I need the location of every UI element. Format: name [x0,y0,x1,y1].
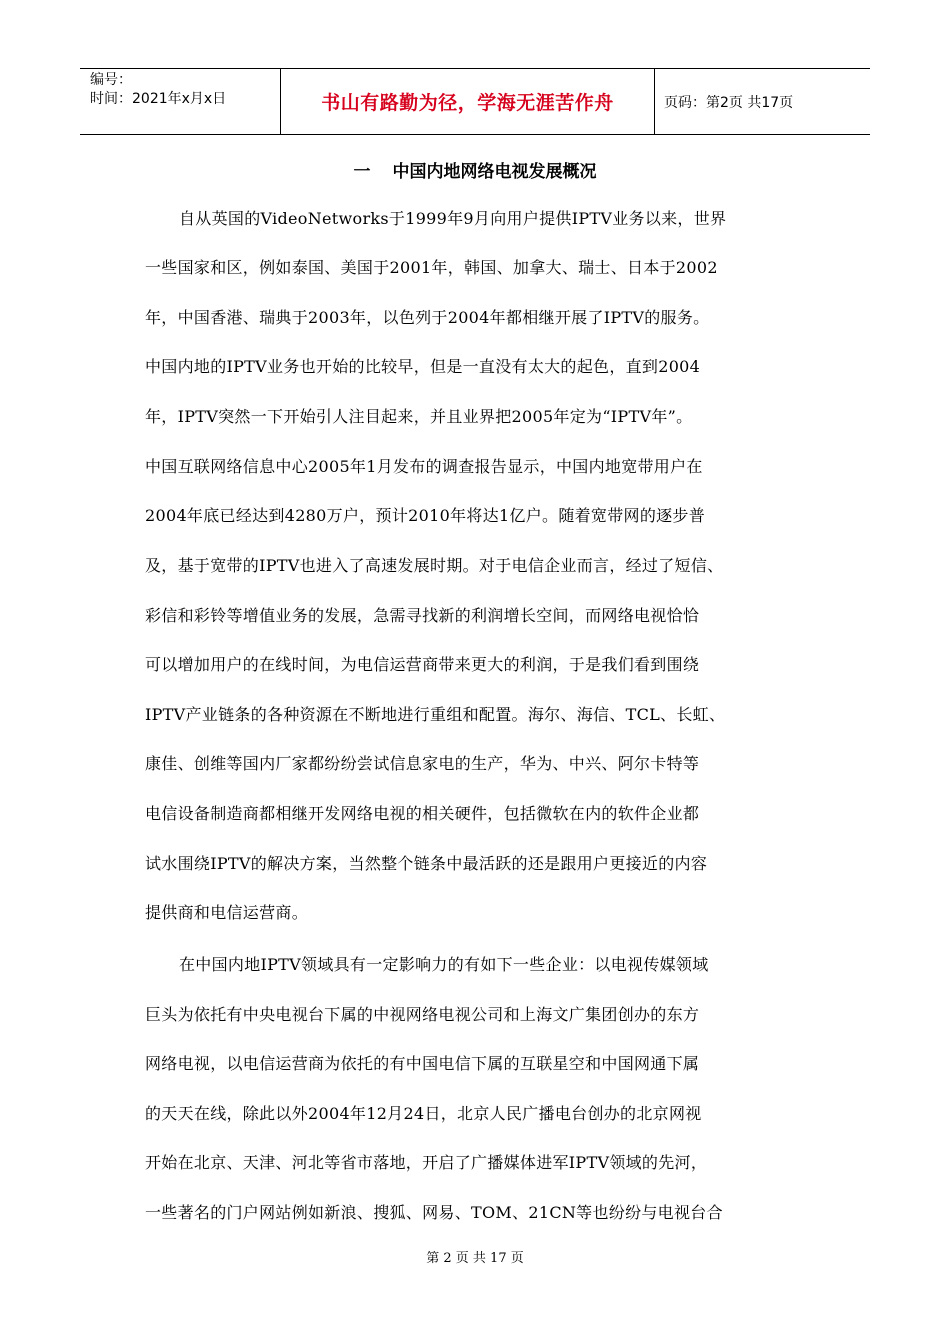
header-page-info: 页码：第2页 共17页 [664,94,794,111]
body-line: 及，基于宽带的IPTV也进入了高速发展时期。对于电信企业而言，经过了短信、 [145,556,724,575]
date-label: 时间：2021年x月x日 [90,91,227,107]
body-line: 巨头为依托有中央电视台下属的中视网络电视公司和上海文广集团创办的东方 [145,1005,700,1024]
body-line: 2004年底已经达到4280万户，预计2010年将达1亿户。随着宽带网的逐步普 [145,506,706,525]
body-line: IPTV产业链条的各种资源在不断地进行重组和配置。海尔、海信、TCL、长虹、 [145,705,726,724]
header-meta [80,69,281,134]
header-motto: 书山有路勤为径，学海无涯苦作舟 [281,69,655,134]
body-line: 康佳、创维等国内厂家都纷纷尝试信息家电的生产，华为、中兴、阿尔卡特等 [145,754,700,773]
body-line: 中国内地的IPTV业务也开始的比较早，但是一直没有太大的起色，直到2004 [145,357,701,376]
body-line: 彩信和彩铃等增值业务的发展，急需寻找新的利润增长空间，而网络电视恰恰 [145,606,700,625]
body-line: 的天天在线，除此以外2004年12月24日，北京人民广播电台创办的北京网视 [145,1104,702,1123]
body-line: 电信设备制造商都相继开发网络电视的相关硬件，包括微软在内的软件企业都 [145,804,700,823]
section-title [0,157,950,182]
body-line: 试水围绕IPTV的解决方案，当然整个链条中最活跃的还是跟用户更接近的内容 [145,854,708,873]
body-line: 一些著名的门户网站例如新浪、搜狐、网易、TOM、21CN等也纷纷与电视台合 [145,1203,723,1222]
body-line: 中国互联网络信息中心2005年1月发布的调查报告显示，中国内地宽带用户在 [145,457,703,476]
body-line: 一些国家和区，例如泰国、美国于2001年，韩国、加拿大、瑞士、日本于2002 [145,258,718,277]
section-number: 一 [353,162,371,182]
body-line: 在中国内地IPTV领域具有一定影响力的有如下一些企业：以电视传媒领域 [179,955,709,974]
number-label: 编号： [90,72,132,88]
body-line: 开始在北京、天津、河北等省市落地，开启了广播媒体进军IPTV领域的先河， [145,1153,708,1172]
page-footer: 第 2 页 共 17 页 [426,1251,524,1266]
section-title-text: 中国内地网络电视发展概况 [392,162,597,182]
page-header [80,68,870,135]
body-line: 提供商和电信运营商。 [145,903,309,922]
body-line: 可以增加用户的在线时间，为电信运营商带来更大的利润，于是我们看到围绕 [145,655,700,674]
body-line: 年，IPTV突然一下开始引人注目起来，并且业界把2005年定为“IPTV年”。 [145,407,693,426]
body-line: 年，中国香港、瑞典于2003年，以色列于2004年都相继开展了IPTV的服务。 [145,308,710,327]
body-line: 网络电视，以电信运营商为依托的有中国电信下属的互联星空和中国网通下属 [145,1054,700,1073]
body-line: 自从英国的VideoNetworks于1999年9月向用户提供IPTV业务以来，世界 [179,209,727,228]
